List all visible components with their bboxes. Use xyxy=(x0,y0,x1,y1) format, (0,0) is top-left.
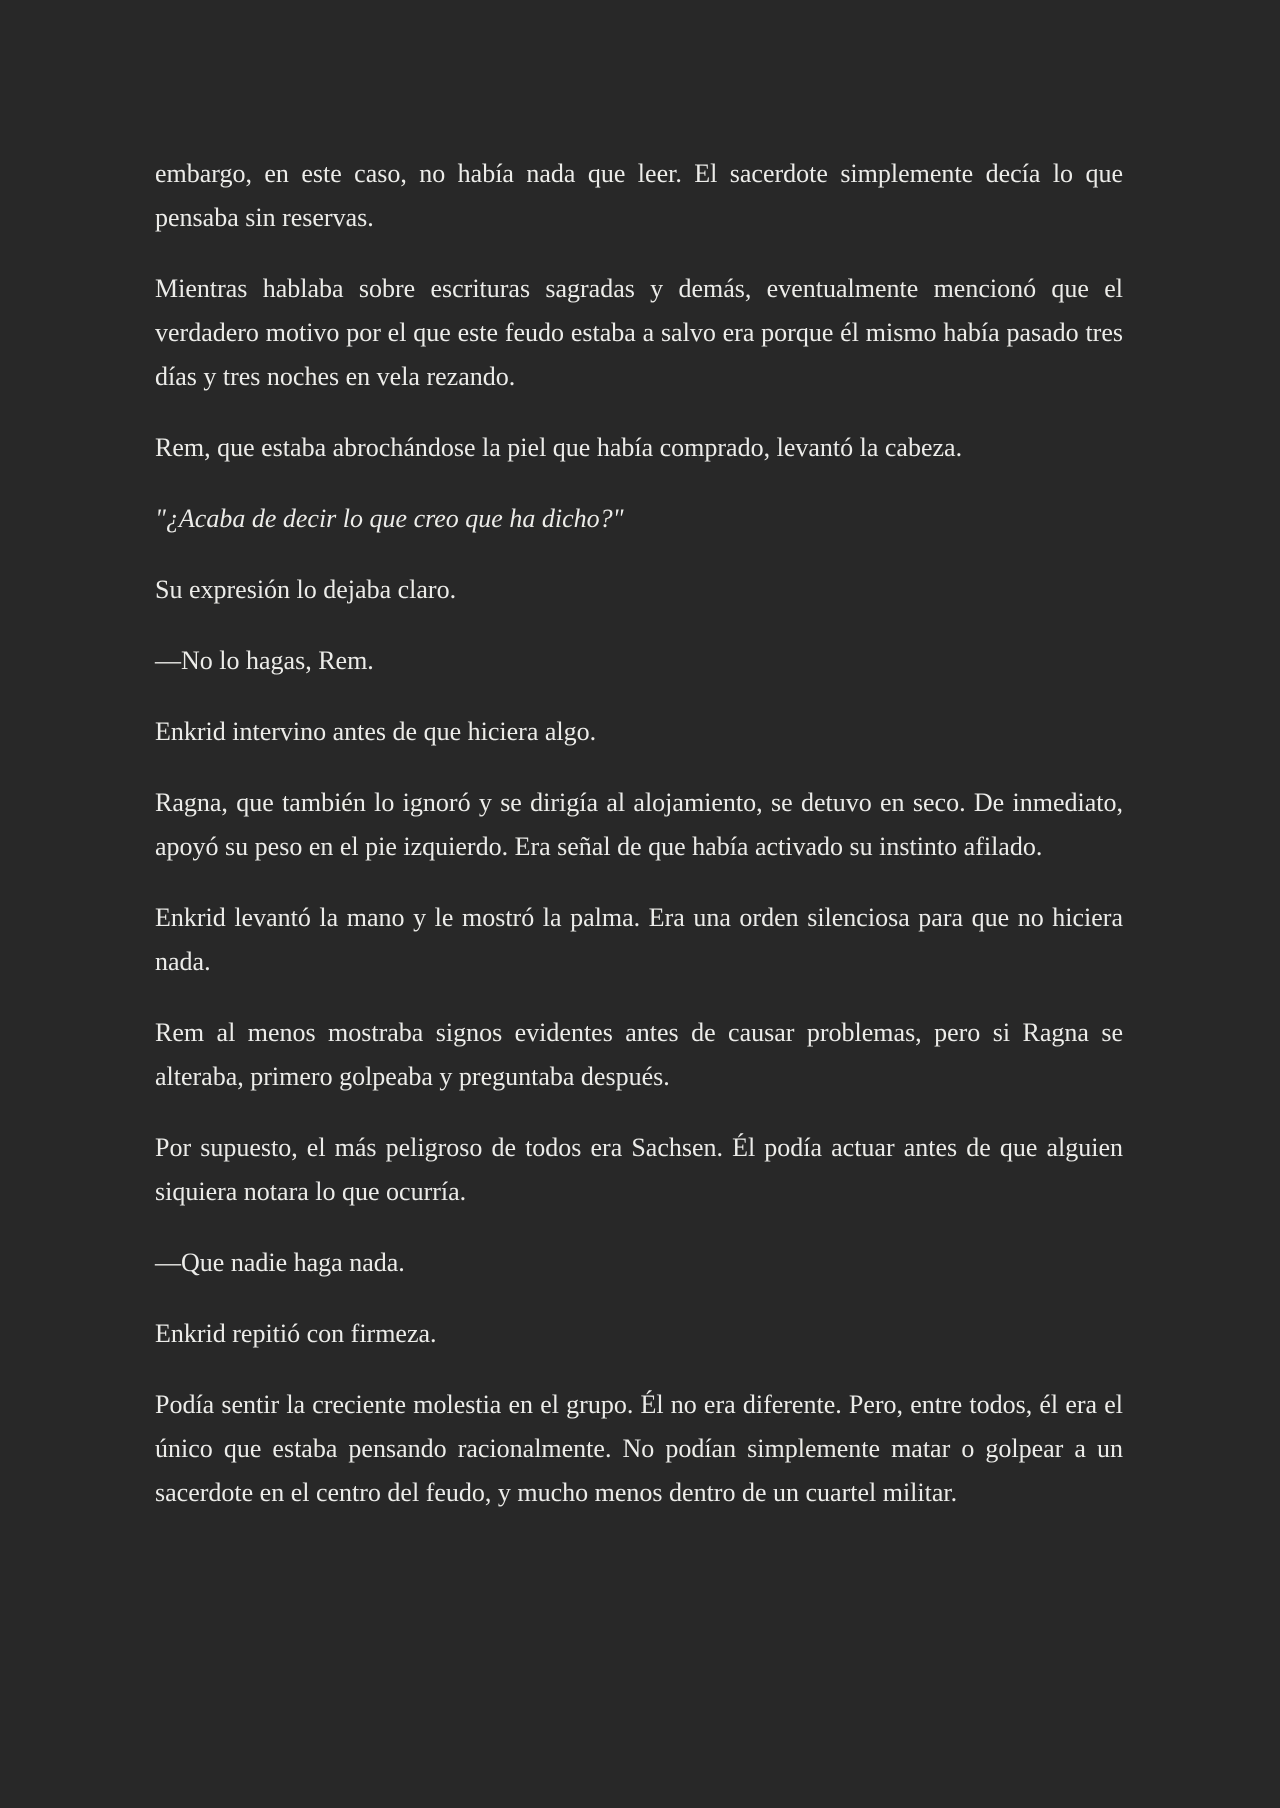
italic-thought-paragraph: "¿Acaba de decir lo que creo que ha dicho?" xyxy=(155,504,624,533)
paragraph: Rem al menos mostraba signos evidentes antes de causar problemas, pero si Ragna se alteraba, primero golpeaba y preguntaba después. xyxy=(155,1018,1123,1091)
paragraph: Enkrid intervino antes de que hiciera algo. xyxy=(155,717,597,746)
paragraph: Su expresión lo dejaba claro. xyxy=(155,575,457,604)
paragraph: Rem, que estaba abrochándose la piel que había comprado, levantó la cabeza. xyxy=(155,433,963,462)
paragraph: Mientras hablaba sobre escrituras sagradas y demás, eventualmente mencionó que el verdadero motivo por el que este feudo estaba a salvo era porque él mismo había pasado tres días y tres noches en vela rezando. xyxy=(155,274,1123,391)
paragraph: Podía sentir la creciente molestia en el grupo. Él no era diferente. Pero, entre todos, él era el único que estaba pensando racionalmente. No podían simplemente matar o golpear a un sacerdote en el centro del feudo, y mucho menos dentro de un cuartel militar. xyxy=(155,1390,1123,1507)
dialogue-paragraph: —No lo hagas, Rem. xyxy=(155,646,374,675)
paragraph: Enkrid levantó la mano y le mostró la palma. Era una orden silenciosa para que no hiciera nada. xyxy=(155,903,1123,976)
reader-page xyxy=(155,152,1123,1542)
paragraph: Ragna, que también lo ignoró y se dirigía al alojamiento, se detuvo en seco. De inmediato, apoyó su peso en el pie izquierdo. Era señal de que había activado su instinto afilado. xyxy=(155,788,1123,861)
paragraph: Por supuesto, el más peligroso de todos era Sachsen. Él podía actuar antes de que alguien siquiera notara lo que ocurría. xyxy=(155,1133,1123,1206)
paragraph: Enkrid repitió con firmeza. xyxy=(155,1319,437,1348)
paragraph: embargo, en este caso, no había nada que leer. El sacerdote simplemente decía lo que pensaba sin reservas. xyxy=(155,159,1123,232)
dialogue-paragraph: —Que nadie haga nada. xyxy=(155,1248,405,1277)
